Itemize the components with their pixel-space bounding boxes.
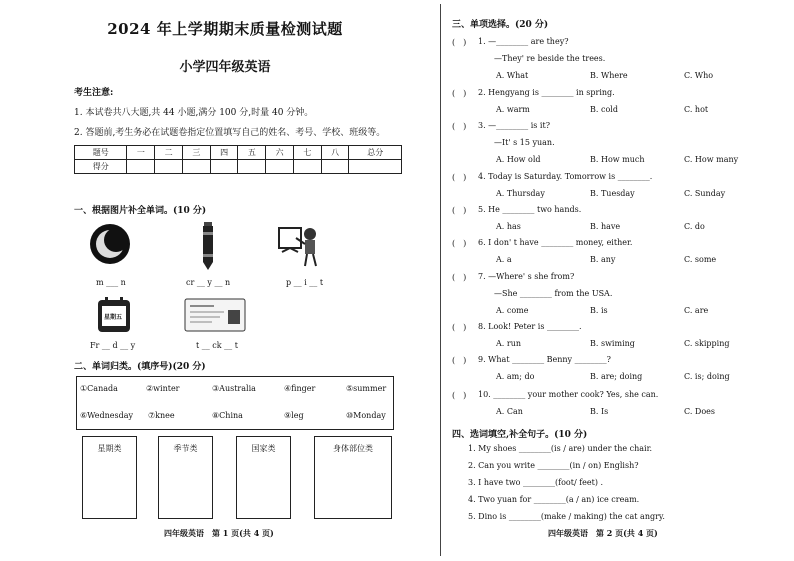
- option-b[interactable]: B. cold: [590, 105, 618, 114]
- option-c[interactable]: C. skipping: [684, 339, 730, 348]
- option-c[interactable]: C. some: [684, 255, 717, 264]
- score-header-cell: 六: [266, 146, 294, 160]
- category-label: 季节类: [173, 444, 198, 453]
- word-blank-2: cr __ y __ n: [186, 278, 231, 287]
- option-a[interactable]: A. run: [496, 339, 521, 348]
- score-cell[interactable]: [349, 160, 402, 174]
- option-b[interactable]: B. swiming: [590, 339, 635, 348]
- word-bank-item: ③Australia: [212, 384, 256, 393]
- category-box-weekday[interactable]: [82, 436, 137, 519]
- option-b[interactable]: B. How much: [590, 155, 645, 164]
- word-blank-4: Fr __ d __ y: [90, 341, 136, 350]
- question-text: 7. —Where' s she from?: [478, 272, 575, 281]
- question-text: 6. I don' t have ________ money, either.: [478, 238, 633, 247]
- section1-title: 一、根据图片补全单词。(10 分): [74, 206, 207, 216]
- answer-bracket[interactable]: ( ): [452, 38, 467, 47]
- word-bank-item: ⑨leg: [284, 411, 304, 420]
- answer-bracket[interactable]: ( ): [452, 239, 467, 248]
- option-a[interactable]: A. How old: [496, 155, 541, 164]
- right-page-footer: 四年级英语 第 2 页(共 4 页): [548, 528, 658, 538]
- answer-bracket[interactable]: ( ): [452, 173, 467, 182]
- note-line-2: 2. 答题前,考生务必在试题卷指定位置填写自己的姓名、考号、学校、班级等。: [74, 128, 386, 138]
- category-label: 国家类: [251, 444, 276, 453]
- page-divider: [440, 4, 441, 556]
- score-header-cell: 五: [238, 146, 266, 160]
- word-bank-item: ⑥Wednesday: [80, 411, 133, 420]
- question-text: 2. Hengyang is ________ in spring.: [478, 88, 615, 97]
- exam-title: 2024 年上学期期末质量检测试题: [107, 20, 343, 38]
- word-bank-item: ⑤summer: [346, 384, 387, 393]
- option-a[interactable]: A. come: [496, 306, 529, 315]
- option-c[interactable]: C. are: [684, 306, 709, 315]
- crayon-picture: [198, 220, 218, 270]
- option-a[interactable]: A. What: [496, 71, 529, 80]
- notes-heading: 考生注意:: [74, 88, 114, 98]
- option-c[interactable]: C. Sunday: [684, 189, 726, 198]
- option-b[interactable]: B. Where: [590, 71, 628, 80]
- score-header-cell: 二: [155, 146, 183, 160]
- answer-bracket[interactable]: ( ): [452, 122, 467, 131]
- option-a[interactable]: A. a: [496, 255, 512, 264]
- score-table: [74, 145, 402, 174]
- fill-sentence: 3. I have two ________(foot/ feet) .: [468, 478, 604, 487]
- option-b[interactable]: B. any: [590, 255, 616, 264]
- exam-subtitle: 小学四年级英语: [179, 60, 271, 75]
- fill-sentence: 2. Can you write ________(in / on) English?: [468, 461, 639, 470]
- question-subline: —It' s 15 yuan.: [494, 138, 555, 147]
- fill-sentence: 4. Two yuan for ________(a / an) ice cream.: [468, 495, 640, 504]
- score-row-label: 得分: [75, 160, 127, 174]
- section2-title: 二、单词归类。(填序号)(20 分): [74, 362, 206, 372]
- question-text: 3. —________ is it?: [478, 121, 550, 130]
- fill-sentence: 1. My shoes ________(is / are) under the chair.: [468, 444, 653, 453]
- question-subline: —She ________ from the USA.: [494, 289, 613, 298]
- option-b[interactable]: B. have: [590, 222, 621, 231]
- word-bank-item: ⑦knee: [148, 411, 175, 420]
- category-box-body-part[interactable]: [314, 436, 392, 519]
- option-a[interactable]: A. am; do: [496, 372, 535, 381]
- answer-bracket[interactable]: ( ): [452, 273, 467, 282]
- score-header-cell: 七: [293, 146, 321, 160]
- option-a[interactable]: A. Thursday: [496, 189, 545, 198]
- score-cell[interactable]: [210, 160, 238, 174]
- score-header-cell: 四: [210, 146, 238, 160]
- answer-bracket[interactable]: ( ): [452, 89, 467, 98]
- word-blank-3: p __ i __ t: [286, 278, 324, 287]
- word-bank-item: ②winter: [146, 384, 180, 393]
- question-text: 9. What ________ Benny ________?: [478, 355, 611, 364]
- question-text: 10. ________ your mother cook? Yes, she can.: [478, 390, 659, 399]
- word-blank-1: m ___ n: [96, 278, 126, 287]
- score-table-header-row: [75, 146, 402, 160]
- moon-picture: [88, 222, 132, 266]
- option-c[interactable]: C. How many: [684, 155, 739, 164]
- question-text: 1. —________ are they?: [478, 37, 569, 46]
- question-text: 8. Look! Peter is ________.: [478, 322, 582, 331]
- score-header-cell: 题号: [75, 146, 127, 160]
- option-b[interactable]: B. Is: [590, 407, 609, 416]
- fill-sentence: 5. Dino is ________(make / making) the cat angry.: [468, 512, 665, 521]
- category-box-country[interactable]: [236, 436, 291, 519]
- section3-title: 三、单项选择。(20 分): [452, 20, 549, 30]
- word-bank-item: ⑧China: [212, 411, 243, 420]
- option-c[interactable]: C. Who: [684, 71, 714, 80]
- note-line-1: 1. 本试卷共八大题,共 44 小题,满分 100 分,时量 40 分钟。: [74, 108, 314, 118]
- answer-bracket[interactable]: ( ): [452, 356, 467, 365]
- section4-title: 四、选词填空,补全句子。(10 分): [452, 430, 588, 440]
- answer-bracket[interactable]: ( ): [452, 206, 467, 215]
- option-c[interactable]: C. Does: [684, 407, 715, 416]
- score-cell[interactable]: [293, 160, 321, 174]
- option-c[interactable]: C. is; doing: [684, 372, 730, 381]
- score-cell[interactable]: [127, 160, 155, 174]
- word-bank-item: ①Canada: [80, 384, 118, 393]
- answer-bracket[interactable]: ( ): [452, 391, 467, 400]
- question-text: 5. He ________ two hands.: [478, 205, 582, 214]
- score-cell[interactable]: [238, 160, 266, 174]
- option-b[interactable]: B. is: [590, 306, 608, 315]
- painting-picture: [276, 224, 322, 268]
- calendar-label: 星期五: [104, 314, 123, 321]
- category-label: 星期类: [97, 444, 122, 453]
- option-a[interactable]: A. warm: [496, 105, 530, 114]
- ticket-picture: [184, 298, 246, 332]
- option-c[interactable]: C. do: [684, 222, 705, 231]
- score-cell[interactable]: [266, 160, 294, 174]
- question-subline: —They' re beside the trees.: [494, 54, 606, 63]
- option-c[interactable]: C. hot: [684, 105, 709, 114]
- answer-bracket[interactable]: ( ): [452, 323, 467, 332]
- score-cell[interactable]: [155, 160, 183, 174]
- option-b[interactable]: B. Tuesday: [590, 189, 635, 198]
- option-a[interactable]: A. has: [496, 222, 521, 231]
- option-a[interactable]: A. Can: [496, 407, 523, 416]
- question-text: 4. Today is Saturday. Tomorrow is ________.: [478, 172, 653, 181]
- score-cell[interactable]: [321, 160, 349, 174]
- score-table-score-row: [75, 160, 402, 174]
- category-label: 身体部位类: [333, 444, 373, 453]
- word-bank-item: ④finger: [284, 384, 316, 393]
- word-bank-item: ⑩Monday: [346, 411, 386, 420]
- score-header-cell: 一: [127, 146, 155, 160]
- left-page-footer: 四年级英语 第 1 页(共 4 页): [164, 528, 274, 538]
- score-header-cell: 八: [321, 146, 349, 160]
- word-blank-5: t __ ck __ t: [196, 341, 238, 350]
- option-b[interactable]: B. are; doing: [590, 372, 643, 381]
- category-box-season[interactable]: [158, 436, 213, 519]
- score-header-cell: 三: [182, 146, 210, 160]
- score-header-cell: 总分: [349, 146, 402, 160]
- score-cell[interactable]: [182, 160, 210, 174]
